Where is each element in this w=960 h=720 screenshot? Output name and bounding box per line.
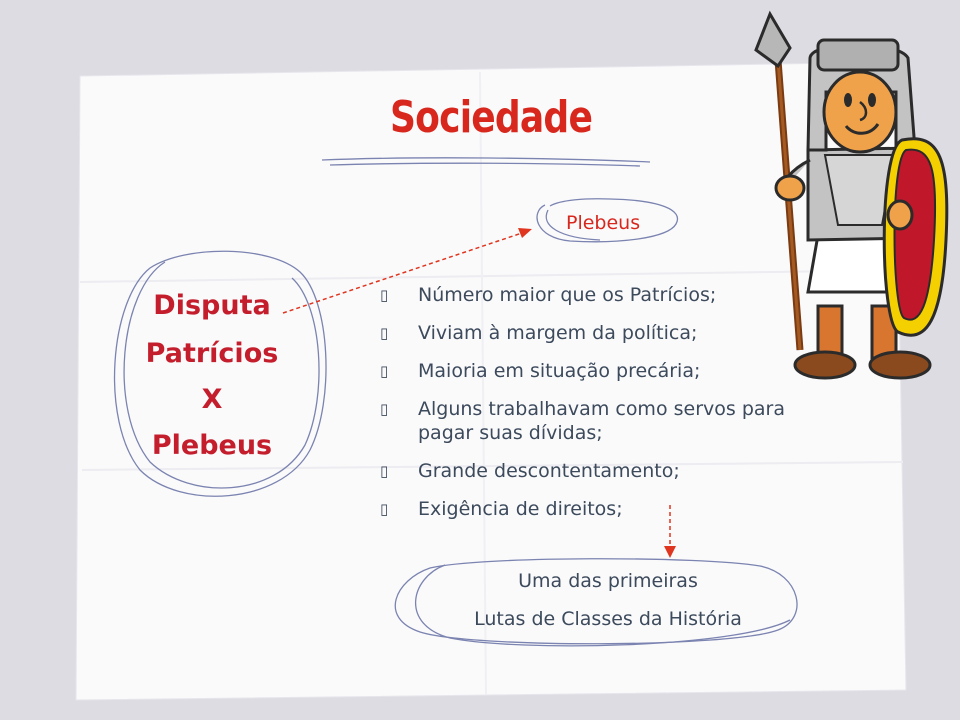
- left-word-x: X: [201, 384, 223, 415]
- plebeus-tag: Plebeus: [566, 212, 641, 234]
- list-item: [380, 497, 820, 521]
- conclusion-line-2: Lutas de Classes da História: [474, 608, 742, 630]
- bullet-text: Maioria em situação precária;: [418, 360, 701, 382]
- bullet-text: Exigência de direitos;: [418, 498, 623, 520]
- list-item: [380, 321, 820, 345]
- left-word-disputa: Disputa: [153, 290, 271, 321]
- conclusion-line-1: Uma das primeiras: [518, 570, 698, 592]
- bullet-list: [380, 283, 820, 535]
- bullet-marker: ▯: [380, 324, 389, 342]
- slide-title: Sociedade: [390, 92, 593, 143]
- left-word-patricios: Patrícios: [145, 338, 279, 369]
- list-item: [380, 359, 820, 383]
- list-item: [380, 397, 820, 445]
- bullet-marker: ▯: [380, 462, 389, 480]
- left-word-plebeus: Plebeus: [151, 430, 273, 461]
- bullet-marker: ▯: [380, 286, 389, 304]
- bullet-marker: ▯: [380, 500, 389, 518]
- list-item: [380, 459, 820, 483]
- bullet-marker: ▯: [380, 362, 389, 380]
- list-item: [380, 283, 820, 307]
- bullet-marker: ▯: [380, 400, 389, 418]
- bullet-text: Viviam à margem da política;: [418, 322, 698, 344]
- bullet-text: Grande descontentamento;: [418, 460, 680, 482]
- bullet-text: Alguns trabalhavam como servos para pagar suas dívidas;: [418, 398, 785, 444]
- bullet-text: Número maior que os Patrícios;: [418, 284, 717, 306]
